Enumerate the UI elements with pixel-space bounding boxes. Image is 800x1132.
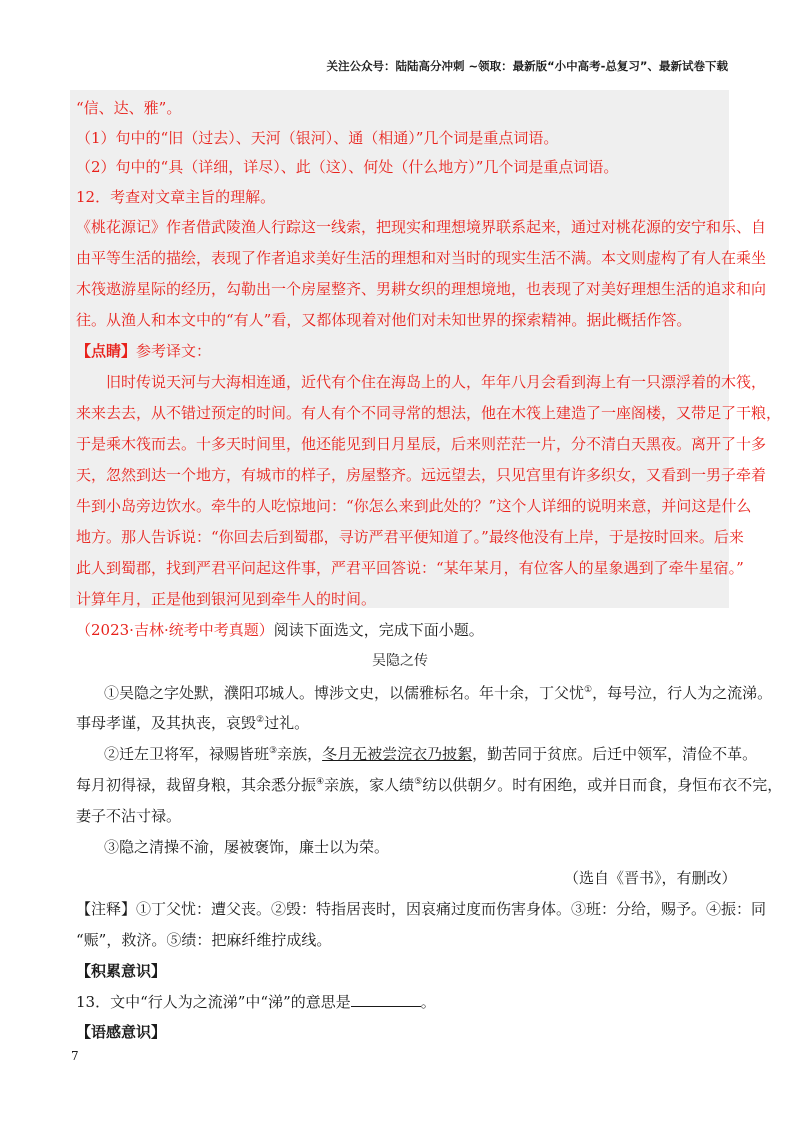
annotation-line: 【注释】①丁父忧：遭父丧。②毁：特指居丧时，因哀痛过度而伤害身体。③班：分给，赐予。④振：同 xyxy=(76,900,767,918)
analysis-line: 往。从渔人和本文中的“有人”看，又都体现着对他们对未知世界的探索精神。据此概括作答。 xyxy=(76,311,692,329)
page-number: 7 xyxy=(71,1049,79,1063)
question-text: 。 xyxy=(420,993,436,1011)
translation-line: 来来去去，从不错过预定的时间。有人有个不同寻常的想法，他在木筏上建造了一座阁楼，又带足了干粮， xyxy=(76,404,782,422)
citation: （选自《晋书》，有删改） xyxy=(564,869,737,887)
answer-blank[interactable] xyxy=(351,992,421,1007)
passage-paragraph-3: ③隐之清操不渝，屡被褒饰，廉士以为荣。 xyxy=(104,838,390,856)
reference-heading xyxy=(76,341,211,361)
passage-text: 事母孝谨，及其执丧，哀毁 xyxy=(76,714,257,732)
footnote-marker: ② xyxy=(256,715,265,725)
translation-line: 牛到小岛旁边饮水。牵牛的人吃惊地问：“你怎么来到此处的？”这个人详细的说明来意，并问这是什么 xyxy=(76,497,752,515)
footnote-marker: ③ xyxy=(269,746,278,756)
translation-line: 旧时传说天河与大海相连通，近代有个住在海岛上的人，年年八月会看到海上有一只漂浮着的木筏， xyxy=(106,373,767,391)
instruction: 阅读下面选文，完成下面小题。 xyxy=(273,621,484,639)
passage-paragraph-1-cont xyxy=(76,713,309,733)
section-heading-language-sense: 【语感意识】 xyxy=(76,1023,167,1041)
underlined-sentence: 冬月无被尝浣衣乃披絮 xyxy=(322,745,473,763)
page-header: 关注公众号：陆陆高分冲刺 ~领取：最新版“小中高考-总复习”、最新试卷下载 xyxy=(326,59,728,73)
passage-text: 亲族， xyxy=(277,745,323,763)
passage-paragraph-2-end: 妻子不沾寸禄。 xyxy=(76,807,182,825)
answer-item-1: （1）句中的“旧（过去）、天河（银河）、通（相通）”几个词是重点词语。 xyxy=(76,129,559,147)
translation-line: 地方。那人告诉说：“你回去后到蜀郡，寻访严君平便知道了。”最终他没有上岸，于是按时回来。后来 xyxy=(76,528,744,546)
reference-title: 参考译文： xyxy=(136,342,212,360)
translation-line: 此人到蜀郡，找到严君平问起这件事，严君平回答说：“某年某月，有位客人的星象遇到了牵牛星宿。” xyxy=(76,559,744,577)
analysis-line: 由平等生活的描绘，表现了作者追求美好生活的理想和对当时的现实生活不满。本文则虚构了有人在乘坐 xyxy=(76,249,767,267)
passage-paragraph-2 xyxy=(104,744,757,764)
section-heading-accumulation: 【积累意识】 xyxy=(76,962,167,980)
question-13 xyxy=(76,992,436,1012)
footnote-marker: ① xyxy=(584,685,593,695)
analysis-line: 木筏遨游星际的经历，勾勒出一个房屋整齐、男耕女织的理想境地，也表现了对美好理想生活的追求和向 xyxy=(76,280,767,298)
footnote-marker: ④ xyxy=(316,777,325,787)
dianjing-label: 【点睛】 xyxy=(76,342,137,360)
analysis-line: 《桃花源记》作者借武陵渔人行踪这一线索，把现实和理想境界联系起来，通过对桃花源的安宁和乐、自 xyxy=(76,218,767,236)
question-source-line xyxy=(76,620,484,640)
passage-text: 过礼。 xyxy=(264,714,310,732)
translation-line: 天，忽然到达一个地方，有城市的样子，房屋整齐。远远望去，只见宫里有许多织女，又看到一男子牵着 xyxy=(76,466,767,484)
footnote-marker: ⑤ xyxy=(414,777,423,787)
passage-text: 亲族，家人绩 xyxy=(324,776,415,794)
passage-text: 纺以供朝夕。时有困绝，或并日而食，身恒布衣不完， xyxy=(422,776,783,794)
passage-text: ②迁左卫将军，禄赐皆班 xyxy=(104,745,270,763)
exam-source: （2023·吉林·统考中考真题） xyxy=(76,621,274,639)
translation-line: 计算年月，正是他到银河见到牵牛人的时间。 xyxy=(76,590,377,608)
question-12-heading: 12．考查对文章主旨的理解。 xyxy=(76,188,276,206)
question-text: 13．文中“行人为之流涕”中“涕”的意思是 xyxy=(76,993,351,1011)
passage-text: 每月初得禄，裁留身粮，其余悉分振 xyxy=(76,776,317,794)
answer-item-2: （2）句中的“具（详细，详尽）、此（这）、何处（什么地方）”几个词是重点词语。 xyxy=(76,158,619,176)
passage-text: ，勤苦同于贫庶。后迁中领军，清俭不革。 xyxy=(472,745,758,763)
passage-text: ，每号泣，行人为之流涕。 xyxy=(592,684,773,702)
translation-line: 于是乘木筏而去。十多天时间里，他还能见到日月星辰，后来则茫茫一片，分不清白天黑夜。离开了十多 xyxy=(76,435,767,453)
passage-title: 吴隐之传 xyxy=(372,653,428,669)
answer-line: “信、达、雅”。 xyxy=(76,99,182,117)
passage-paragraph-1 xyxy=(104,683,772,703)
passage-paragraph-2-cont xyxy=(76,775,782,795)
passage-text: ①吴隐之字处默，濮阳邛城人。博涉文史，以儒雅标名。年十余，丁父忧 xyxy=(104,684,585,702)
annotation-line: “赈”，救济。⑤绩：把麻纤维拧成线。 xyxy=(76,931,332,949)
